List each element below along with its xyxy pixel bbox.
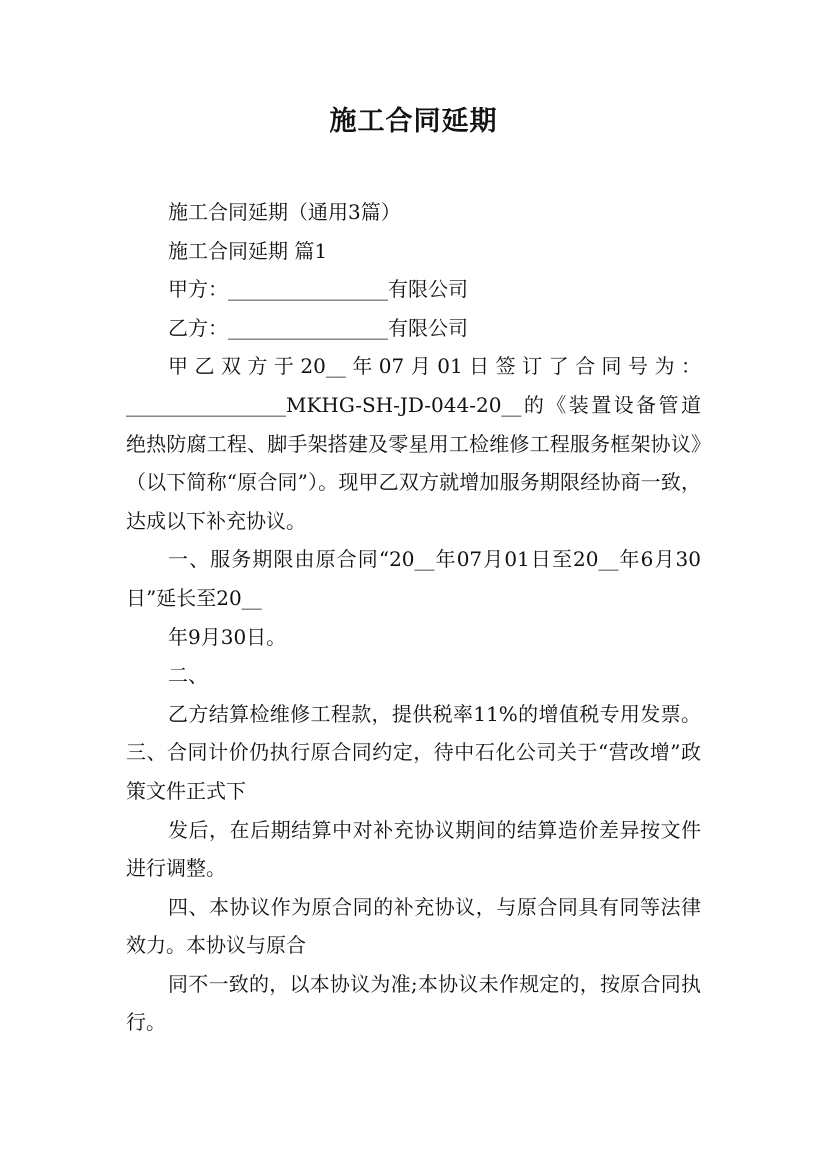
document-body [126,193,701,1042]
paragraph-clause-1-cont: 年9月30日。 [168,624,287,649]
document-title: 施工合同延期 [329,106,498,137]
paragraph-clause-2-body: 乙方结算检维修工程款，提供税率11%的增值税专用发票。三、合同计价仍执行原合同约定，待中石化公司关于“营改增”政策文件正式下 [126,701,701,803]
paragraph-subtitle: 施工合同延期（通用3篇） [168,200,401,224]
paragraph-clause-1: 一、服务期限由原合同“20__年07月01日至20__年6月30日”延长至20__ [126,547,701,610]
paragraph-clause-3-cont: 发后，在后期结算中对补充协议期间的结算造价差异按文件进行调整。 [126,817,701,881]
paragraph-preamble: 甲乙双方于20__年07月01日签订了合同号为：________________MKHG-SH-JD-044-20__的《装置设备管道绝热防腐工程、脚手架搭建及零星用工检维修工程服务框架协议》（以下简称“原合同”）。现甲乙双方就增加服务期限经协商一致，达成以下补充协议。 [126,354,701,533]
paragraph-section-heading: 施工合同延期 篇1 [168,238,328,263]
paragraph-clause-4-cont: 同不一致的，以本协议为准;本协议未作规定的，按原合同执行。 [126,971,701,1035]
paragraph-clause-4: 四、本协议作为原合同的补充协议，与原合同具有同等法律效力。本协议与原合 [126,894,701,958]
paragraph-party-a: 甲方：________________有限公司 [168,277,468,302]
paragraph-party-b: 乙方：________________有限公司 [168,315,468,340]
paragraph-clause-2: 二、 [168,663,208,688]
